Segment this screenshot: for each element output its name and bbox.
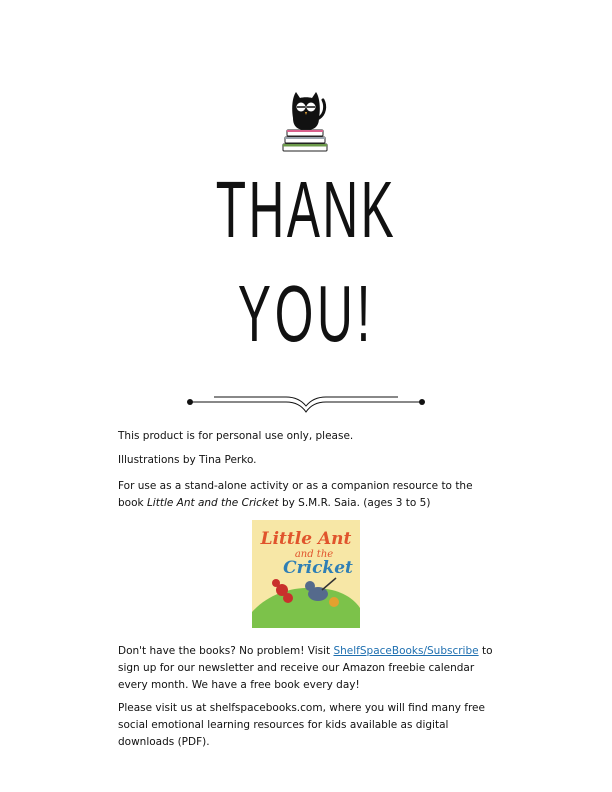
usage-prefix: For use as a stand-alone activity or as a companion resource to the book bbox=[118, 480, 473, 509]
title-thank: THANK bbox=[215, 165, 397, 254]
illustrations-credit: Illustrations by Tina Perko. bbox=[118, 454, 257, 466]
visit-paragraph: Please visit us at shelfspacebooks.com, where you will find many free social emotional learning resources for kids available as digital downloads (PDF). bbox=[118, 702, 485, 748]
promo-suffix: to sign up for our newsletter and receive our Amazon freebie calendar every month. We have a free book every day! bbox=[118, 645, 493, 691]
book-cover-image bbox=[252, 520, 360, 628]
open-book-divider-icon bbox=[186, 388, 426, 416]
promo-paragraph bbox=[118, 643, 498, 694]
subscribe-link[interactable]: ShelfSpaceBooks/Subscribe bbox=[333, 645, 479, 657]
personal-use-note: This product is for personal use only, please. bbox=[118, 430, 354, 442]
usage-paragraph bbox=[118, 478, 498, 512]
book-title: Little Ant and the Cricket bbox=[146, 497, 279, 509]
title-you: YOU! bbox=[237, 269, 375, 358]
cover-title-2: and the bbox=[294, 549, 334, 560]
owl-on-books-icon bbox=[279, 88, 333, 158]
promo-prefix: Don't have the books? No problem! Visit bbox=[118, 645, 334, 657]
cover-title-1: Little Ant bbox=[260, 529, 352, 549]
cover-title-3: Cricket bbox=[283, 558, 353, 578]
usage-suffix: by S.M.R. Saia. (ages 3 to 5) bbox=[278, 497, 431, 509]
